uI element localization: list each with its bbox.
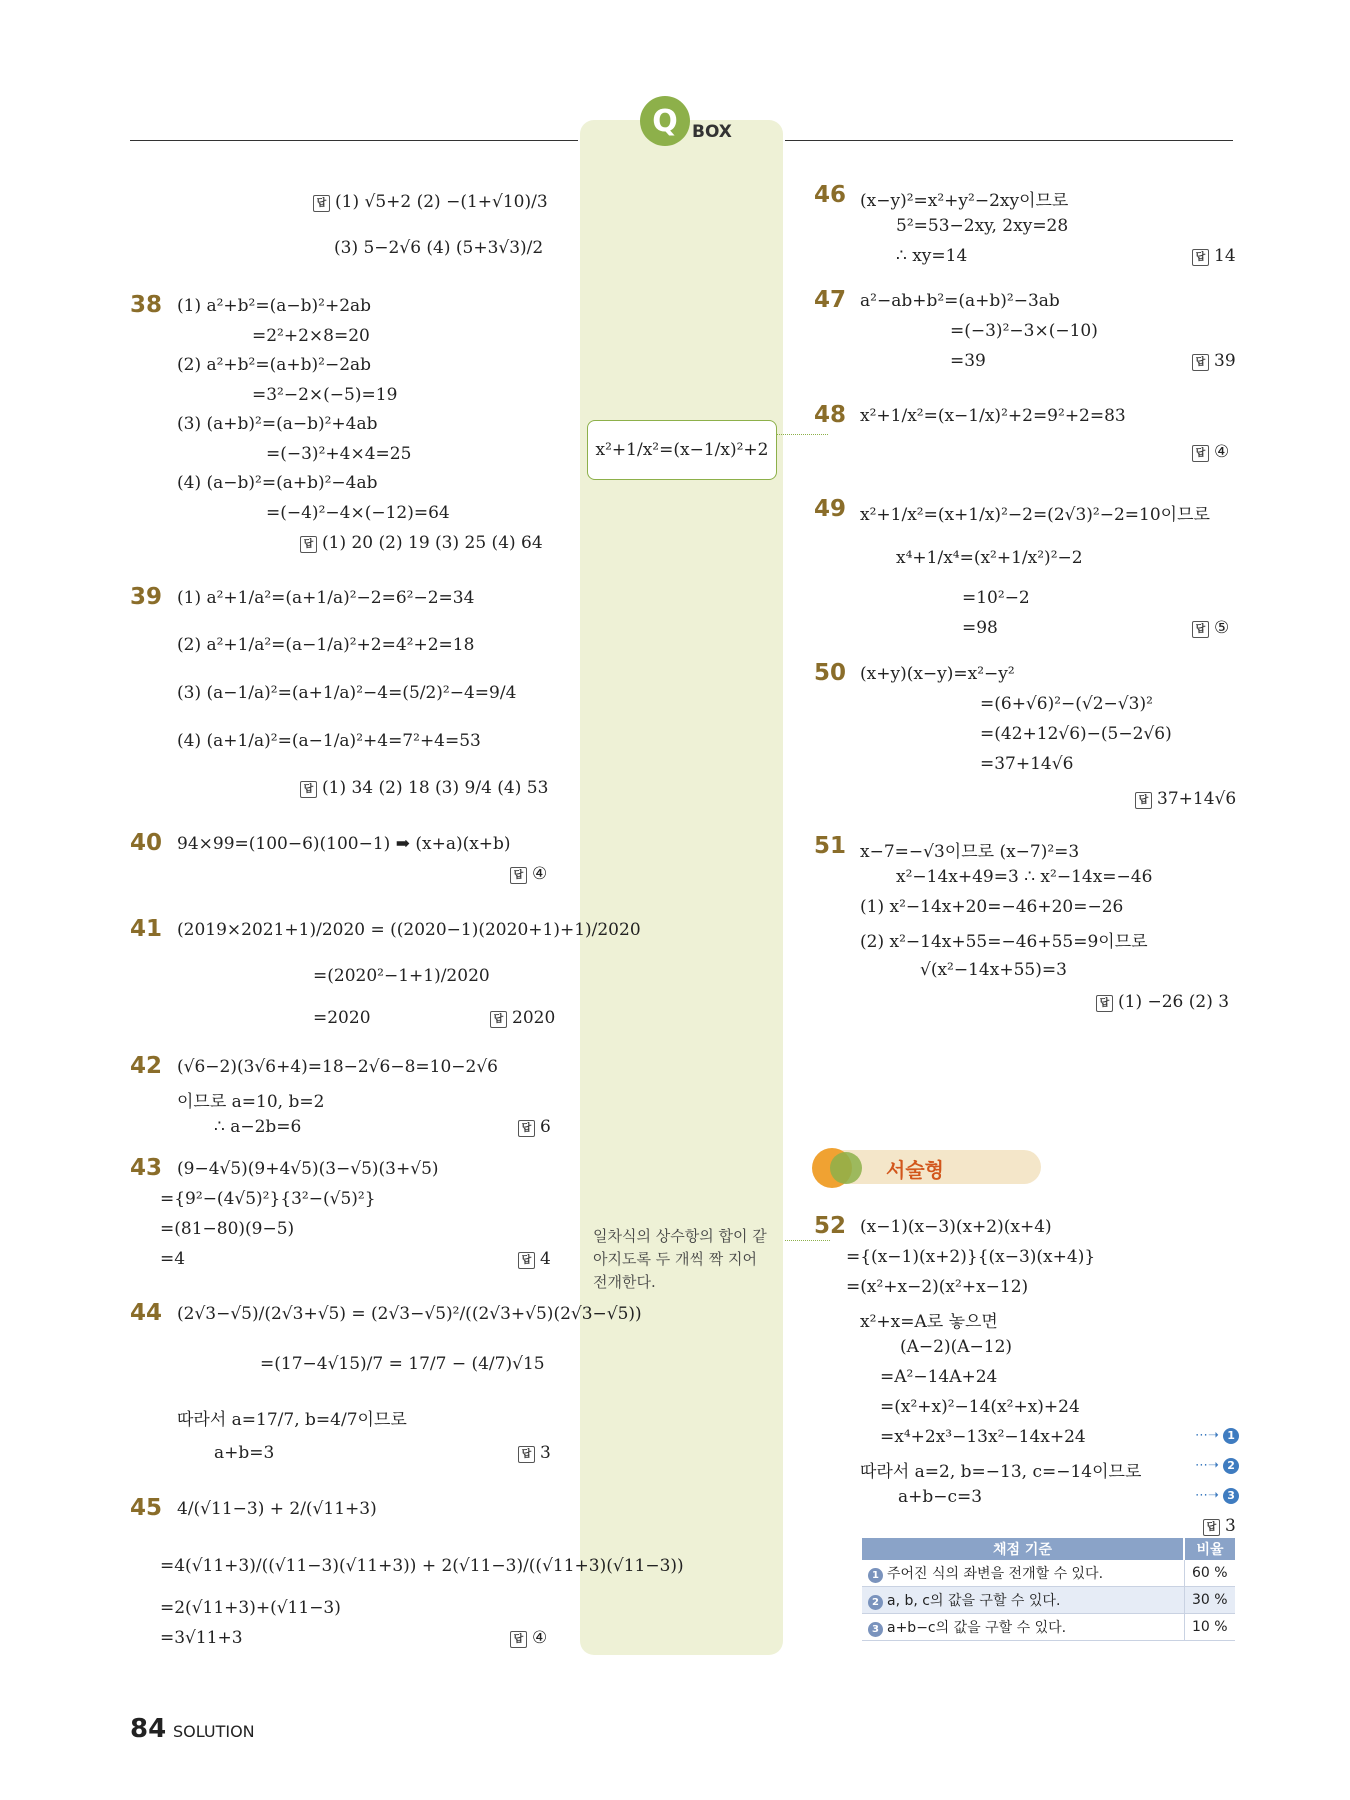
answer-text: 14 [1214, 246, 1236, 266]
answer-52 [1203, 1516, 1236, 1536]
problem-number-45: 45 [130, 1495, 163, 1521]
solution-52-line: (x−1)(x−3)(x+2)(x+4) [860, 1217, 1052, 1237]
solution-45-line: 4/(√11−3) + 2/(√11+3) [177, 1499, 377, 1519]
step-arrow: ⋯➝ [1195, 1428, 1219, 1443]
problem-number-49: 49 [814, 496, 847, 522]
solution-44-line: 따라서 a=17/7, b=4/7이므로 [177, 1410, 407, 1430]
answer-text: 2020 [512, 1008, 556, 1028]
solution-47-line: =39 [950, 351, 986, 371]
answer-icon: 답 [1135, 792, 1152, 809]
answer-icon: 답 [490, 1011, 507, 1028]
solution-41-line: =2020 [313, 1008, 371, 1028]
table-row [862, 1587, 1235, 1614]
answer-text: (1) 34 (2) 18 (3) 9/4 (4) 53 [322, 778, 549, 798]
solution-51-line: (2) x²−14x+55=−46+55=9이므로 [860, 932, 1148, 952]
qbox-note-connector [776, 434, 828, 435]
solution-44-line: (2√3−√5)/(2√3+√5) = (2√3−√5)²/((2√3+√5)(2√3−√5)) [177, 1304, 642, 1324]
step-marker-1 [1195, 1428, 1239, 1444]
step-arrow: ⋯➝ [1195, 1458, 1219, 1473]
solution-42-line: (√6−2)(3√6+4)=18−2√6−8=10−2√6 [177, 1057, 498, 1077]
answer-text: (1) √5+2 (2) −(1+√10)/3 [335, 192, 548, 212]
answer-47 [1192, 351, 1236, 371]
answer-icon: 답 [1192, 249, 1209, 266]
section-circle-icon [830, 1152, 862, 1184]
page-label: SOLUTION [173, 1722, 255, 1741]
solution-52-line: =(x²+x−2)(x²+x−12) [846, 1277, 1029, 1297]
problem-number-43: 43 [130, 1155, 163, 1181]
solution-52-line: =x⁴+2x³−13x²−14x+24 [880, 1427, 1086, 1447]
answer-49 [1192, 618, 1229, 638]
answer-45 [510, 1628, 547, 1648]
answer-icon: 답 [510, 1631, 527, 1648]
solution-39-line: (2) a²+1/a²=(a−1/a)²+2=4²+2=18 [177, 635, 475, 655]
ratio-header: 비율 [1184, 1538, 1235, 1560]
solution-48-line: x²+1/x²=(x−1/x)²+2=9²+2=83 [860, 406, 1126, 426]
answer-icon: 답 [1192, 445, 1209, 462]
section-title: 서술형 [886, 1158, 944, 1182]
scoring-table-header [862, 1538, 1235, 1560]
problem-number-39: 39 [130, 584, 163, 610]
answer-text: ④ [1214, 442, 1230, 462]
step-arrow: ⋯➝ [1195, 1488, 1219, 1503]
solution-42-line: ∴ a−2b=6 [214, 1117, 302, 1137]
solution-51-line: (1) x²−14x+20=−46+20=−26 [860, 897, 1124, 917]
solution-52-line: ={(x−1)(x+2)}{(x−3)(x+4)} [846, 1247, 1096, 1267]
solution-52-line: (A−2)(A−12) [900, 1337, 1013, 1357]
criteria-mark: 1 [868, 1568, 883, 1583]
solution-49-line: =10²−2 [962, 588, 1030, 608]
criteria-header: 채점 기준 [862, 1538, 1184, 1560]
solution-38-line: =(−3)²+4×4=25 [266, 444, 412, 464]
problem-number-46: 46 [814, 182, 847, 208]
answer-37-a [313, 192, 548, 212]
solution-50-line: =37+14√6 [980, 754, 1074, 774]
solution-40-line: 94×99=(100−6)(100−1) ➡ (x+a)(x+b) [177, 834, 511, 854]
solution-45-line: =4(√11+3)/((√11−3)(√11+3)) + 2(√11−3)/((√11+3)(√11−3)) [160, 1556, 684, 1576]
criteria-text: 주어진 식의 좌변을 전개할 수 있다. [887, 1566, 1104, 1582]
solution-38-line: (1) a²+b²=(a−b)²+2ab [177, 296, 372, 316]
solution-41-line: =(2020²−1+1)/2020 [313, 966, 490, 986]
criteria-mark: 3 [868, 1622, 883, 1637]
solution-43-line: =(81−80)(9−5) [160, 1219, 295, 1239]
solution-52-line: a+b−c=3 [898, 1487, 983, 1507]
qbox-tip-connector [785, 1240, 830, 1241]
answer-icon: 답 [518, 1446, 535, 1463]
ratio-cell: 30 % [1184, 1587, 1235, 1614]
step-marker-3 [1195, 1488, 1239, 1504]
answer-icon: 답 [313, 195, 330, 212]
solution-43-line: (9−4√5)(9+4√5)(3−√5)(3+√5) [177, 1159, 439, 1179]
table-row [862, 1560, 1235, 1587]
ratio-cell: 60 % [1184, 1560, 1235, 1587]
criteria-mark: 2 [868, 1595, 883, 1610]
answer-text: 6 [540, 1117, 551, 1137]
qbox-column [580, 120, 783, 1655]
qbox-label: BOX [692, 122, 732, 142]
solution-44-line: a+b=3 [214, 1443, 275, 1463]
step-number: 3 [1223, 1488, 1239, 1504]
problem-number-47: 47 [814, 287, 847, 313]
solution-50-line: =(6+√6)²−(√2−√3)² [980, 694, 1153, 714]
solution-46-line: ∴ xy=14 [896, 246, 968, 266]
problem-number-38: 38 [130, 292, 163, 318]
solution-38-line: =(−4)²−4×(−12)=64 [266, 503, 450, 523]
header-rule-right [785, 140, 1233, 141]
answer-43 [518, 1249, 551, 1269]
answer-icon: 답 [1203, 1519, 1220, 1536]
solution-38-line: =3²−2×(−5)=19 [252, 385, 398, 405]
solution-38-line: (2) a²+b²=(a+b)²−2ab [177, 355, 372, 375]
answer-icon: 답 [518, 1120, 535, 1137]
solution-49-line: =98 [962, 618, 998, 638]
solution-47-line: a²−ab+b²=(a+b)²−3ab [860, 291, 1060, 311]
criteria-text: a+b−c의 값을 구할 수 있다. [887, 1620, 1067, 1636]
step-number: 2 [1223, 1458, 1239, 1474]
answer-text: (1) 20 (2) 19 (3) 25 (4) 64 [322, 533, 543, 553]
answer-text: 37+14√6 [1157, 789, 1237, 809]
answer-icon: 답 [300, 781, 317, 798]
solution-46-line: (x−y)²=x²+y²−2xy이므로 [860, 191, 1069, 211]
solution-39-line: (4) (a+1/a)²=(a−1/a)²+4=7²+4=53 [177, 731, 481, 751]
answer-51 [1096, 992, 1229, 1012]
solution-46-line: 5²=53−2xy, 2xy=28 [896, 216, 1069, 236]
answer-icon: 답 [510, 867, 527, 884]
problem-number-51: 51 [814, 833, 847, 859]
page-number: 84 [130, 1714, 167, 1744]
qbox-note-formula: x²+1/x²=(x−1/x)²+2 [587, 420, 777, 480]
solution-52-line: =A²−14A+24 [880, 1367, 998, 1387]
solution-45-line: =3√11+3 [160, 1628, 243, 1648]
solution-41-line: (2019×2021+1)/2020 = ((2020−1)(2020+1)+1)/2020 [177, 920, 641, 940]
solution-43-line: =4 [160, 1249, 186, 1269]
step-number: 1 [1223, 1428, 1239, 1444]
solution-51-line: x²−14x+49=3 ∴ x²−14x=−46 [896, 867, 1153, 887]
solution-38-line: =2²+2×8=20 [252, 326, 370, 346]
criteria-cell [862, 1614, 1184, 1641]
answer-41 [490, 1008, 555, 1028]
qbox-tip: 일차식의 상수항의 합이 같아지도록 두 개씩 짝 지어 전개한다. [593, 1227, 767, 1291]
answer-text: 3 [540, 1443, 551, 1463]
solution-52-line: x²+x=A로 놓으면 [860, 1312, 998, 1332]
problem-number-41: 41 [130, 916, 163, 942]
solution-44-line: =(17−4√15)/7 = 17/7 − (4/7)√15 [260, 1354, 545, 1374]
table-row [862, 1614, 1235, 1641]
answer-text: (1) −26 (2) 3 [1118, 992, 1230, 1012]
qbox-badge: Q [640, 96, 690, 146]
answer-icon: 답 [518, 1252, 535, 1269]
problem-number-50: 50 [814, 660, 847, 686]
answer-46 [1192, 246, 1236, 266]
answer-text: ④ [532, 864, 548, 884]
solution-47-line: =(−3)²−3×(−10) [950, 321, 1098, 341]
answer-text: 39 [1214, 351, 1236, 371]
solution-43-line: ={9²−(4√5)²}{3²−(√5)²} [160, 1189, 376, 1209]
solution-49-line: x²+1/x²=(x+1/x)²−2=(2√3)²−2=10이므로 [860, 505, 1210, 525]
solution-49-line: x⁴+1/x⁴=(x²+1/x²)²−2 [896, 548, 1083, 568]
solution-52-line: =(x²+x)²−14(x²+x)+24 [880, 1397, 1080, 1417]
solution-39-line: (1) a²+1/a²=(a+1/a)²−2=6²−2=34 [177, 588, 475, 608]
scoring-table [862, 1538, 1235, 1641]
answer-39 [300, 778, 548, 798]
answer-icon: 답 [1192, 621, 1209, 638]
solution-38-line: (3) (a+b)²=(a−b)²+4ab [177, 414, 378, 434]
solution-45-line: =2(√11+3)+(√11−3) [160, 1598, 341, 1618]
step-marker-2 [1195, 1458, 1239, 1474]
problem-number-40: 40 [130, 830, 163, 856]
answer-38 [300, 533, 543, 553]
solution-51-line: x−7=−√3이므로 (x−7)²=3 [860, 842, 1080, 862]
problem-number-48: 48 [814, 402, 847, 428]
problem-number-52: 52 [814, 1213, 847, 1239]
answer-icon: 답 [300, 536, 317, 553]
problem-number-44: 44 [130, 1300, 163, 1326]
solution-38-line: (4) (a−b)²=(a+b)²−4ab [177, 473, 378, 493]
answer-50 [1135, 789, 1236, 809]
solution-42-line: 이므로 a=10, b=2 [177, 1092, 325, 1112]
solution-39-line: (3) (a−1/a)²=(a+1/a)²−4=(5/2)²−4=9/4 [177, 683, 517, 703]
header-rule-left [130, 140, 578, 141]
answer-text: ④ [532, 1628, 548, 1648]
answer-42 [518, 1117, 551, 1137]
criteria-cell [862, 1587, 1184, 1614]
answer-48 [1192, 442, 1229, 462]
answer-icon: 답 [1192, 354, 1209, 371]
answer-icon: 답 [1096, 995, 1113, 1012]
problem-number-42: 42 [130, 1053, 163, 1079]
answer-text: 4 [540, 1249, 551, 1269]
criteria-cell [862, 1560, 1184, 1587]
answer-44 [518, 1443, 551, 1463]
criteria-text: a, b, c의 값을 구할 수 있다. [887, 1593, 1061, 1609]
solution-52-line: 따라서 a=2, b=−13, c=−14이므로 [860, 1462, 1142, 1482]
answer-text: 3 [1225, 1516, 1236, 1536]
answer-37-b: (3) 5−2√6 (4) (5+3√3)/2 [334, 238, 544, 258]
answer-40 [510, 864, 547, 884]
solution-51-line: √(x²−14x+55)=3 [920, 960, 1067, 980]
solution-50-line: (x+y)(x−y)=x²−y² [860, 664, 1015, 684]
solution-50-line: =(42+12√6)−(5−2√6) [980, 724, 1172, 744]
answer-text: ⑤ [1214, 618, 1230, 638]
ratio-cell: 10 % [1184, 1614, 1235, 1641]
